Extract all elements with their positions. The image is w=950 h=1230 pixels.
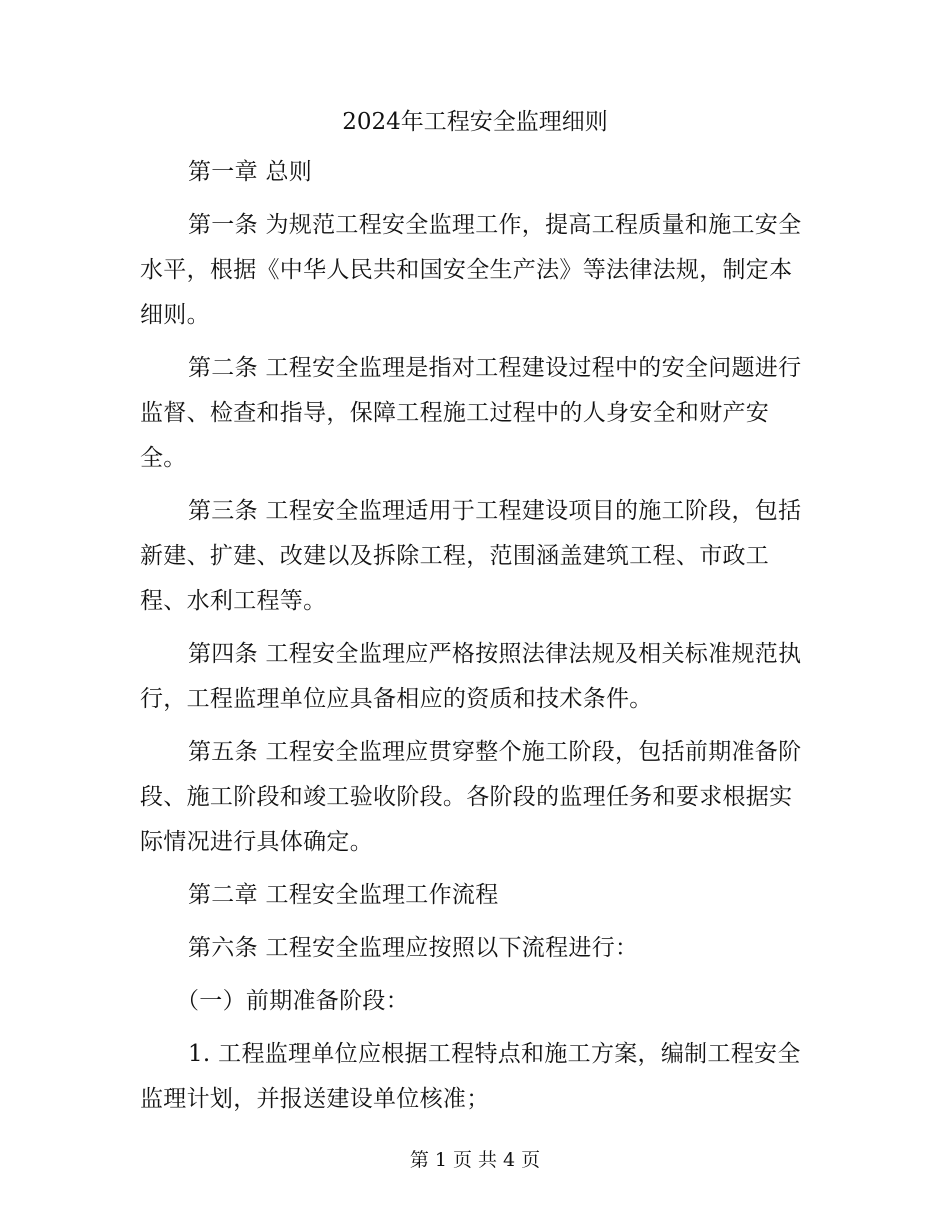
section-heading: （一）前期准备阶段：: [176, 988, 409, 1014]
article-paragraph: 第五条 工程安全监理应贯穿整个施工阶段，包括前期准备阶段、施工阶段和竣工验收阶段。各阶段的监理任务和要求根据实际情况进行具体确定。: [140, 739, 802, 855]
document-body: [140, 150, 810, 1122]
article-paragraph: 第四条 工程安全监理应严格按照法律法规及相关标准规范执行，工程监理单位应具备相应的资质和技术条件。: [140, 641, 802, 712]
page-footer: 第 1 页 共 4 页: [409, 1149, 541, 1171]
chapter-heading: 第二章 工程安全监理工作流程: [188, 882, 499, 908]
article-paragraph: 第六条 工程安全监理应按照以下流程进行：: [188, 935, 639, 961]
article-paragraph: 第一条 为规范工程安全监理工作，提高工程质量和施工安全水平，根据《中华人民共和国安全生产法》等法律法规，制定本细则。: [140, 212, 802, 328]
list-item: 1. 工程监理单位应根据工程特点和施工方案，编制工程安全监理计划，并报送建设单位核准；: [140, 1041, 801, 1112]
chapter-heading: 第一章 总则: [188, 159, 313, 185]
document-title: 2024年工程安全监理细则: [342, 109, 608, 135]
article-paragraph: 第三条 工程安全监理适用于工程建设项目的施工阶段，包括新建、扩建、改建以及拆除工程，范围涵盖建筑工程、市政工程、水利工程等。: [140, 498, 802, 614]
article-paragraph: 第二条 工程安全监理是指对工程建设过程中的安全问题进行监督、检查和指导，保障工程施工过程中的人身安全和财产安全。: [140, 355, 802, 471]
